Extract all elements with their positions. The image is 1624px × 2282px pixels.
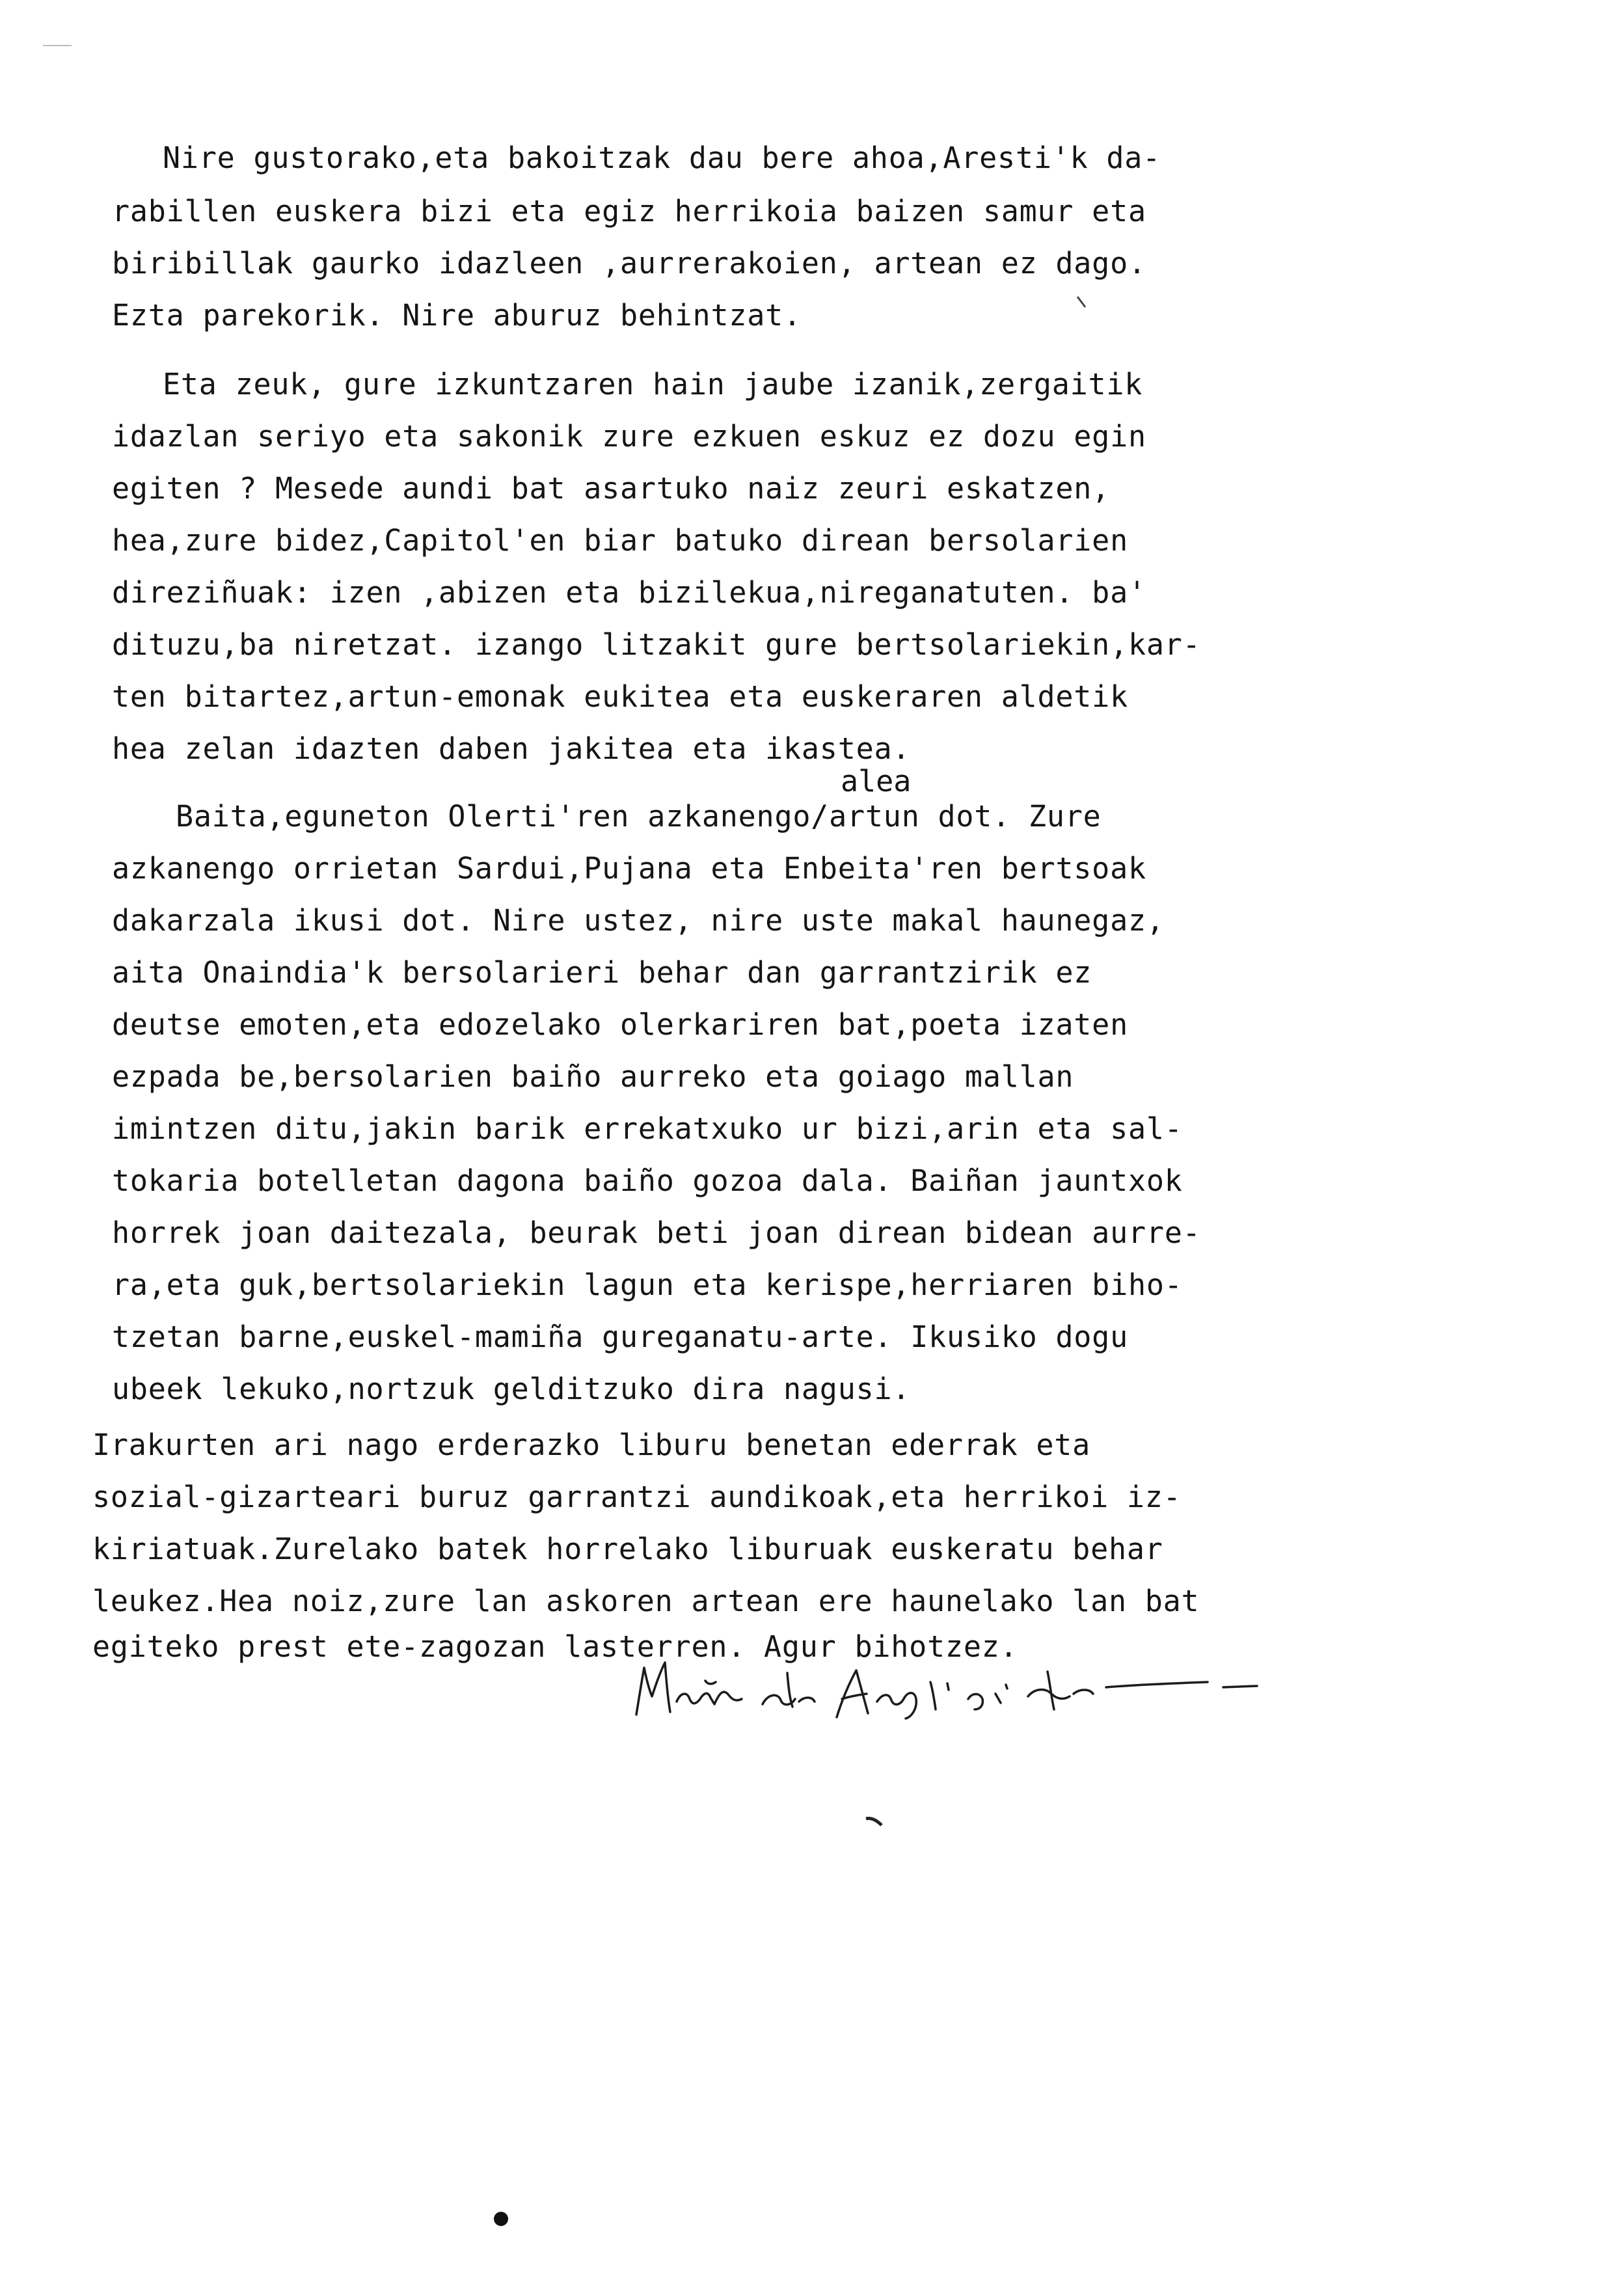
stray-mark	[1074, 293, 1100, 312]
text-line: Eta zeuk, gure izkuntzaren hain jaube izanik,zergaitik	[163, 367, 1143, 401]
text-line: ten bitartez,artun-emonak eukitea eta euskeraren aldetik	[112, 679, 1128, 714]
stray-mark	[39, 39, 78, 52]
text-line: deutse emoten,eta edozelako olerkariren bat,poeta izaten	[112, 1007, 1128, 1042]
text-line: hea zelan idazten daben jakitea eta ikastea.	[112, 731, 911, 766]
text-line: Irakurten ari nago erderazko liburu benetan ederrak eta	[92, 1428, 1091, 1462]
text-line: ubeek lekuko,nortzuk gelditzuko dira nagusi.	[112, 1372, 911, 1406]
text-line: egiten ? Mesede aundi bat asartuko naiz zeuri eskatzen,	[112, 471, 1111, 506]
text-line: tokaria botelletan dagona baiño gozoa dala. Baiñan jauntxok	[112, 1163, 1183, 1198]
text-line: biribillak gaurko idazleen ,aurrerakoien, artean ez dago.	[112, 246, 1146, 280]
text-line: idazlan seriyo eta sakonik zure ezkuen eskuz ez dozu egin	[112, 419, 1146, 454]
text-line: egiteko prest ete-zagozan lasterren. Agur bihotzez.	[92, 1629, 1018, 1664]
text-line: aita Onaindia'k bersolarieri behar dan garrantzirik ez	[112, 955, 1092, 990]
text-line: azkanengo orrietan Sardui,Pujana eta Enbeita'ren bertsoak	[112, 851, 1146, 886]
text-line: rabillen euskera bizi eta egiz herrikoia baizen samur eta	[112, 194, 1146, 228]
text-line: dituzu,ba niretzat. izango litzakit gure bertsolariekin,kar-	[112, 627, 1201, 662]
handwritten-signature	[625, 1637, 1262, 1721]
text-line: ezpada be,bersolarien baiño aurreko eta goiago mallan	[112, 1059, 1074, 1094]
stray-mark	[862, 1812, 888, 1832]
text-line: kiriatuak.Zurelako batek horrelako liburuak euskeratu behar	[92, 1532, 1163, 1566]
text-line: leukez.Hea noiz,zure lan askoren artean ere haunelako lan bat	[92, 1584, 1200, 1618]
text-line: Nire gustorako,eta bakoitzak dau bere ahoa,Aresti'k da-	[163, 141, 1161, 175]
text-line: ra,eta guk,bertsolariekin lagun eta kerispe,herriaren biho-	[112, 1268, 1183, 1302]
text-line: direziñuak: izen ,abizen eta bizilekua,nireganatuten. ba'	[112, 575, 1146, 610]
interlinear-insertion: alea	[841, 764, 912, 798]
text-line: hea,zure bidez,Capitol'en biar batuko direan bersolarien	[112, 523, 1128, 558]
text-line: tzetan barne,euskel-mamiña gureganatu-arte. Ikusiko dogu	[112, 1320, 1128, 1354]
text-line: Baita,eguneton Olerti'ren azkanengo/artun dot. Zure	[176, 799, 1102, 834]
ink-dot	[491, 2209, 511, 2229]
text-line: imintzen ditu,jakin barik errekatxuko ur bizi,arin eta sal-	[112, 1111, 1183, 1146]
text-line: Ezta parekorik. Nire aburuz behintzat.	[112, 298, 802, 333]
text-line: sozial-gizarteari buruz garrantzi aundikoak,eta herrikoi iz-	[92, 1480, 1182, 1514]
text-line: horrek joan daitezala, beurak beti joan direan bidean aurre-	[112, 1216, 1201, 1250]
text-line: dakarzala ikusi dot. Nire ustez, nire uste makal haunegaz,	[112, 903, 1165, 938]
